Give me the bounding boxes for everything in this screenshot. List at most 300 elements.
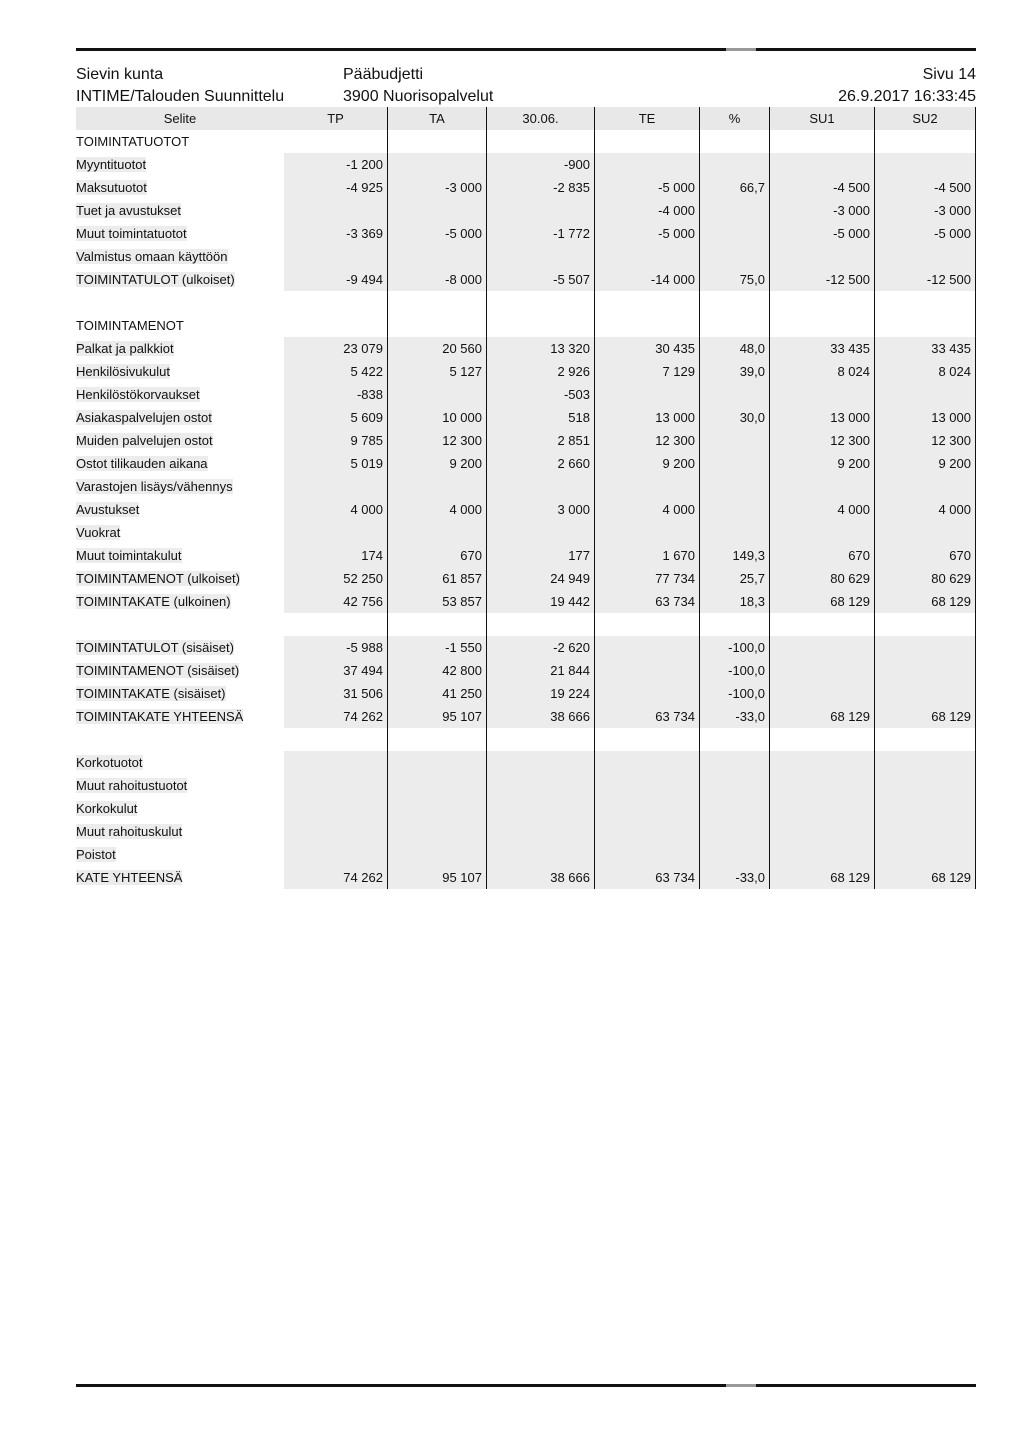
row-label-text: TOIMINTATULOT (ulkoiset) [76,272,235,287]
table-row [76,728,976,751]
row-value-cell [770,383,875,406]
row-value-cell: 68 129 [770,866,875,889]
row-label-text: Asiakaspalvelujen ostot [76,410,212,425]
table-row [76,705,976,728]
row-value-cell: -33,0 [700,705,770,728]
row-value-cell [595,613,700,636]
row-label [76,314,284,337]
row-value-cell [487,843,595,866]
row-value-cell: 68 129 [875,590,976,613]
row-value-cell [388,245,487,268]
row-value-cell [700,613,770,636]
row-value-cell: -100,0 [700,659,770,682]
row-value-cell: 19 442 [487,590,595,613]
row-value-cell [875,613,976,636]
row-value-cell [875,659,976,682]
row-value-cell [284,130,388,153]
table-row [76,222,976,245]
table-row [76,521,976,544]
row-value-cell: -3 000 [388,176,487,199]
system-name: INTIME/Talouden Suunnittelu [76,88,285,105]
row-value-cell: 149,3 [700,544,770,567]
table-row [76,544,976,567]
row-value-cell: 23 079 [284,337,388,360]
row-value-cell: 12 300 [388,429,487,452]
row-value-cell [487,797,595,820]
row-label [76,176,284,199]
row-value-cell: -33,0 [700,866,770,889]
table-row [76,245,976,268]
row-value-cell [595,797,700,820]
row-value-cell: 37 494 [284,659,388,682]
row-value-cell: -5 000 [388,222,487,245]
row-value-cell [487,820,595,843]
row-value-cell [388,820,487,843]
row-label-text: TOIMINTATUOTOT [76,134,190,149]
row-value-cell [700,153,770,176]
row-value-cell [388,843,487,866]
row-label-text: Maksutuotot [76,180,147,195]
column-header-su2: SU2 [875,107,976,130]
row-value-cell: 12 300 [595,429,700,452]
row-value-cell [388,291,487,314]
row-label-text: Palkat ja palkkiot [76,341,174,356]
row-value-cell: 75,0 [700,268,770,291]
row-value-cell: 20 560 [388,337,487,360]
table-row [76,843,976,866]
row-value-cell: -1 772 [487,222,595,245]
row-value-cell [875,636,976,659]
row-label-text: Myyntituotot [76,157,147,172]
row-value-cell: 5 422 [284,360,388,383]
row-value-cell [388,774,487,797]
table-row [76,360,976,383]
row-value-cell: 5 127 [388,360,487,383]
row-label [76,636,284,659]
row-value-cell [770,797,875,820]
row-value-cell: 21 844 [487,659,595,682]
column-header-selite: Selite [76,107,284,130]
row-value-cell: 9 785 [284,429,388,452]
row-value-cell [595,843,700,866]
row-label [76,429,284,452]
row-value-cell [388,475,487,498]
row-value-cell [595,774,700,797]
row-label [76,659,284,682]
row-value-cell: -4 500 [770,176,875,199]
row-value-cell: 4 000 [875,498,976,521]
row-label [76,406,284,429]
row-value-cell [595,521,700,544]
row-value-cell [770,314,875,337]
row-label [76,130,284,153]
row-label-text: Korkotuotot [76,755,143,770]
row-label [76,268,284,291]
row-value-cell [487,751,595,774]
row-value-cell: 13 320 [487,337,595,360]
row-value-cell [284,314,388,337]
row-label-text: Varastojen lisäys/vähennys [76,479,233,494]
row-label [76,705,284,728]
row-value-cell [595,682,700,705]
row-value-cell [595,245,700,268]
table-row [76,199,976,222]
bottom-rule [76,1384,976,1387]
row-value-cell: 33 435 [875,337,976,360]
row-value-cell: -100,0 [700,682,770,705]
row-value-cell [875,820,976,843]
row-value-cell: -12 500 [770,268,875,291]
row-value-cell: -14 000 [595,268,700,291]
row-value-cell [770,521,875,544]
row-value-cell: -1 200 [284,153,388,176]
row-value-cell [875,521,976,544]
row-value-cell: 68 129 [770,705,875,728]
table-row [76,406,976,429]
row-value-cell: -838 [284,383,388,406]
column-header-ta: TA [388,107,487,130]
row-value-cell: 9 200 [875,452,976,475]
table-row [76,268,976,291]
row-value-cell [875,153,976,176]
row-value-cell [388,797,487,820]
row-value-cell: -4 000 [595,199,700,222]
row-value-cell: -2 620 [487,636,595,659]
row-value-cell [388,153,487,176]
table-row [76,866,976,889]
table-row [76,590,976,613]
table-row [76,314,976,337]
row-value-cell [700,475,770,498]
row-value-cell: 41 250 [388,682,487,705]
row-value-cell: 25,7 [700,567,770,590]
table-row [76,291,976,314]
row-value-cell: 80 629 [770,567,875,590]
row-value-cell [700,820,770,843]
row-value-cell: 42 756 [284,590,388,613]
row-value-cell [700,199,770,222]
report-title: Pääbudjetti [343,66,424,83]
row-value-cell [770,774,875,797]
row-value-cell [284,843,388,866]
row-label-text: Tuet ja avustukset [76,203,182,218]
row-value-cell [487,314,595,337]
row-value-cell [700,843,770,866]
row-value-cell: -5 000 [595,176,700,199]
table-row [76,176,976,199]
row-label-text: KATE YHTEENSÄ [76,870,183,885]
row-value-cell [700,498,770,521]
row-value-cell: 1 670 [595,544,700,567]
row-value-cell [875,314,976,337]
column-header-te: TE [595,107,700,130]
row-label-text: TOIMINTAMENOT (sisäiset) [76,663,240,678]
row-value-cell [388,199,487,222]
row-label [76,360,284,383]
row-value-cell: -5 000 [770,222,875,245]
row-value-cell: 2 851 [487,429,595,452]
row-label [76,682,284,705]
column-header-tp: TP [284,107,388,130]
row-value-cell [770,751,875,774]
row-label-text: Muiden palvelujen ostot [76,433,213,448]
row-value-cell [284,199,388,222]
row-label [76,820,284,843]
row-label [76,452,284,475]
row-value-cell [487,199,595,222]
row-value-cell [700,245,770,268]
row-value-cell [595,383,700,406]
table-row [76,130,976,153]
row-value-cell [700,383,770,406]
row-value-cell [700,751,770,774]
row-value-cell [595,314,700,337]
row-label [76,521,284,544]
row-value-cell [487,130,595,153]
table-row [76,636,976,659]
row-value-cell [388,751,487,774]
row-value-cell [284,613,388,636]
row-label-text: Muut toimintatuotot [76,226,187,241]
row-value-cell: 63 734 [595,705,700,728]
row-value-cell: 9 200 [595,452,700,475]
row-value-cell [487,475,595,498]
table-row [76,774,976,797]
row-value-cell: 4 000 [595,498,700,521]
row-value-cell: -4 925 [284,176,388,199]
column-header-su1: SU1 [770,107,875,130]
row-value-cell [875,383,976,406]
row-label-text: TOIMINTAKATE YHTEENSÄ [76,709,244,724]
row-label [76,153,284,176]
row-label [76,498,284,521]
row-value-cell [284,751,388,774]
row-label-text: TOIMINTATULOT (sisäiset) [76,640,234,655]
row-value-cell: 38 666 [487,705,595,728]
row-value-cell: 95 107 [388,866,487,889]
row-label [76,222,284,245]
row-label [76,199,284,222]
row-value-cell: 4 000 [770,498,875,521]
row-value-cell [595,636,700,659]
row-value-cell: 5 019 [284,452,388,475]
row-value-cell: 61 857 [388,567,487,590]
row-value-cell [595,728,700,751]
row-value-cell [487,613,595,636]
column-header-3006: 30.06. [487,107,595,130]
row-value-cell: 2 926 [487,360,595,383]
row-value-cell [875,751,976,774]
row-value-cell: 10 000 [388,406,487,429]
row-value-cell [770,153,875,176]
row-value-cell [284,774,388,797]
row-value-cell [595,751,700,774]
row-label-text: TOIMINTAKATE (ulkoinen) [76,594,231,609]
row-value-cell [875,475,976,498]
row-value-cell [284,291,388,314]
row-value-cell [487,291,595,314]
row-label-text: Muut rahoitustuotot [76,778,188,793]
row-label-text: Poistot [76,847,116,862]
row-value-cell [700,521,770,544]
row-label [76,475,284,498]
row-value-cell: 30,0 [700,406,770,429]
row-value-cell [770,475,875,498]
row-value-cell [875,774,976,797]
row-value-cell [595,475,700,498]
row-value-cell [700,429,770,452]
row-value-cell: 19 224 [487,682,595,705]
row-value-cell: -5 000 [595,222,700,245]
row-value-cell: 13 000 [595,406,700,429]
row-label-text: TOIMINTAKATE (sisäiset) [76,686,226,701]
row-value-cell: 48,0 [700,337,770,360]
department-name: 3900 Nuorisopalvelut [343,88,494,105]
report-datetime: 26.9.2017 16:33:45 [838,88,976,105]
row-value-cell: 174 [284,544,388,567]
row-value-cell [875,130,976,153]
row-value-cell [487,245,595,268]
row-value-cell: 8 024 [875,360,976,383]
row-value-cell: 4 000 [284,498,388,521]
row-value-cell [284,245,388,268]
row-value-cell [770,245,875,268]
row-value-cell: 66,7 [700,176,770,199]
table-row [76,383,976,406]
row-value-cell [595,820,700,843]
row-value-cell: 38 666 [487,866,595,889]
table-row [76,613,976,636]
row-value-cell [770,613,875,636]
row-value-cell: -12 500 [875,268,976,291]
row-label [76,590,284,613]
row-label [76,866,284,889]
row-value-cell [700,728,770,751]
column-header-percent: % [700,107,770,130]
row-value-cell: 177 [487,544,595,567]
row-value-cell: 63 734 [595,590,700,613]
row-value-cell [700,130,770,153]
row-value-cell [388,728,487,751]
row-label-text: Korkokulut [76,801,138,816]
row-value-cell [284,728,388,751]
row-value-cell: 68 129 [875,705,976,728]
row-value-cell: 68 129 [875,866,976,889]
row-label-text: Muut rahoituskulut [76,824,183,839]
row-value-cell: 33 435 [770,337,875,360]
table-row [76,498,976,521]
row-value-cell [595,659,700,682]
row-value-cell: 13 000 [770,406,875,429]
row-value-cell [770,636,875,659]
row-value-cell [700,797,770,820]
row-value-cell [487,774,595,797]
row-value-cell [770,728,875,751]
row-value-cell [595,291,700,314]
row-value-cell: 31 506 [284,682,388,705]
row-value-cell: 7 129 [595,360,700,383]
row-value-cell: 8 024 [770,360,875,383]
row-value-cell: 3 000 [487,498,595,521]
row-value-cell: -5 988 [284,636,388,659]
table-row [76,682,976,705]
table-row [76,429,976,452]
row-label-text: Avustukset [76,502,140,517]
row-value-cell: 5 609 [284,406,388,429]
row-value-cell: 77 734 [595,567,700,590]
row-value-cell: 39,0 [700,360,770,383]
row-value-cell [770,291,875,314]
row-value-cell: 74 262 [284,866,388,889]
table-row [76,659,976,682]
row-label [76,291,284,314]
row-value-cell: -9 494 [284,268,388,291]
row-label-text: Ostot tilikauden aikana [76,456,208,471]
table-row [76,751,976,774]
row-value-cell [700,314,770,337]
row-value-cell [388,613,487,636]
row-label [76,567,284,590]
row-value-cell: 52 250 [284,567,388,590]
row-label-text: Valmistus omaan käyttöön [76,249,228,264]
row-value-cell: 670 [388,544,487,567]
table-row [76,820,976,843]
row-value-cell: 518 [487,406,595,429]
row-value-cell [770,659,875,682]
row-label [76,613,284,636]
row-value-cell: -5 507 [487,268,595,291]
row-value-cell: 24 949 [487,567,595,590]
row-value-cell [487,521,595,544]
budget-table [76,107,976,889]
row-value-cell: 12 300 [770,429,875,452]
table-row [76,475,976,498]
row-value-cell: 30 435 [595,337,700,360]
row-label-text: TOIMINTAMENOT (ulkoiset) [76,571,240,586]
row-value-cell [595,130,700,153]
row-value-cell [875,843,976,866]
table-row [76,797,976,820]
row-value-cell: -1 550 [388,636,487,659]
row-label-text: Henkilöstökorvaukset [76,387,200,402]
row-value-cell: 18,3 [700,590,770,613]
row-value-cell: 74 262 [284,705,388,728]
row-value-cell: -3 369 [284,222,388,245]
row-value-cell: -8 000 [388,268,487,291]
row-label [76,797,284,820]
row-value-cell: 53 857 [388,590,487,613]
row-value-cell: 63 734 [595,866,700,889]
row-value-cell [487,728,595,751]
row-value-cell: 13 000 [875,406,976,429]
row-value-cell [595,153,700,176]
page-number: Sivu 14 [922,66,976,83]
row-value-cell: 670 [770,544,875,567]
table-row [76,337,976,360]
row-value-cell [875,245,976,268]
row-value-cell: -2 835 [487,176,595,199]
table-row [76,153,976,176]
row-value-cell: -100,0 [700,636,770,659]
row-value-cell: 670 [875,544,976,567]
row-value-cell [388,130,487,153]
row-value-cell: 9 200 [388,452,487,475]
row-value-cell: -900 [487,153,595,176]
row-label-text: Henkilösivukulut [76,364,170,379]
row-label-text: TOIMINTAMENOT [76,318,184,333]
row-value-cell [284,820,388,843]
row-value-cell [875,728,976,751]
